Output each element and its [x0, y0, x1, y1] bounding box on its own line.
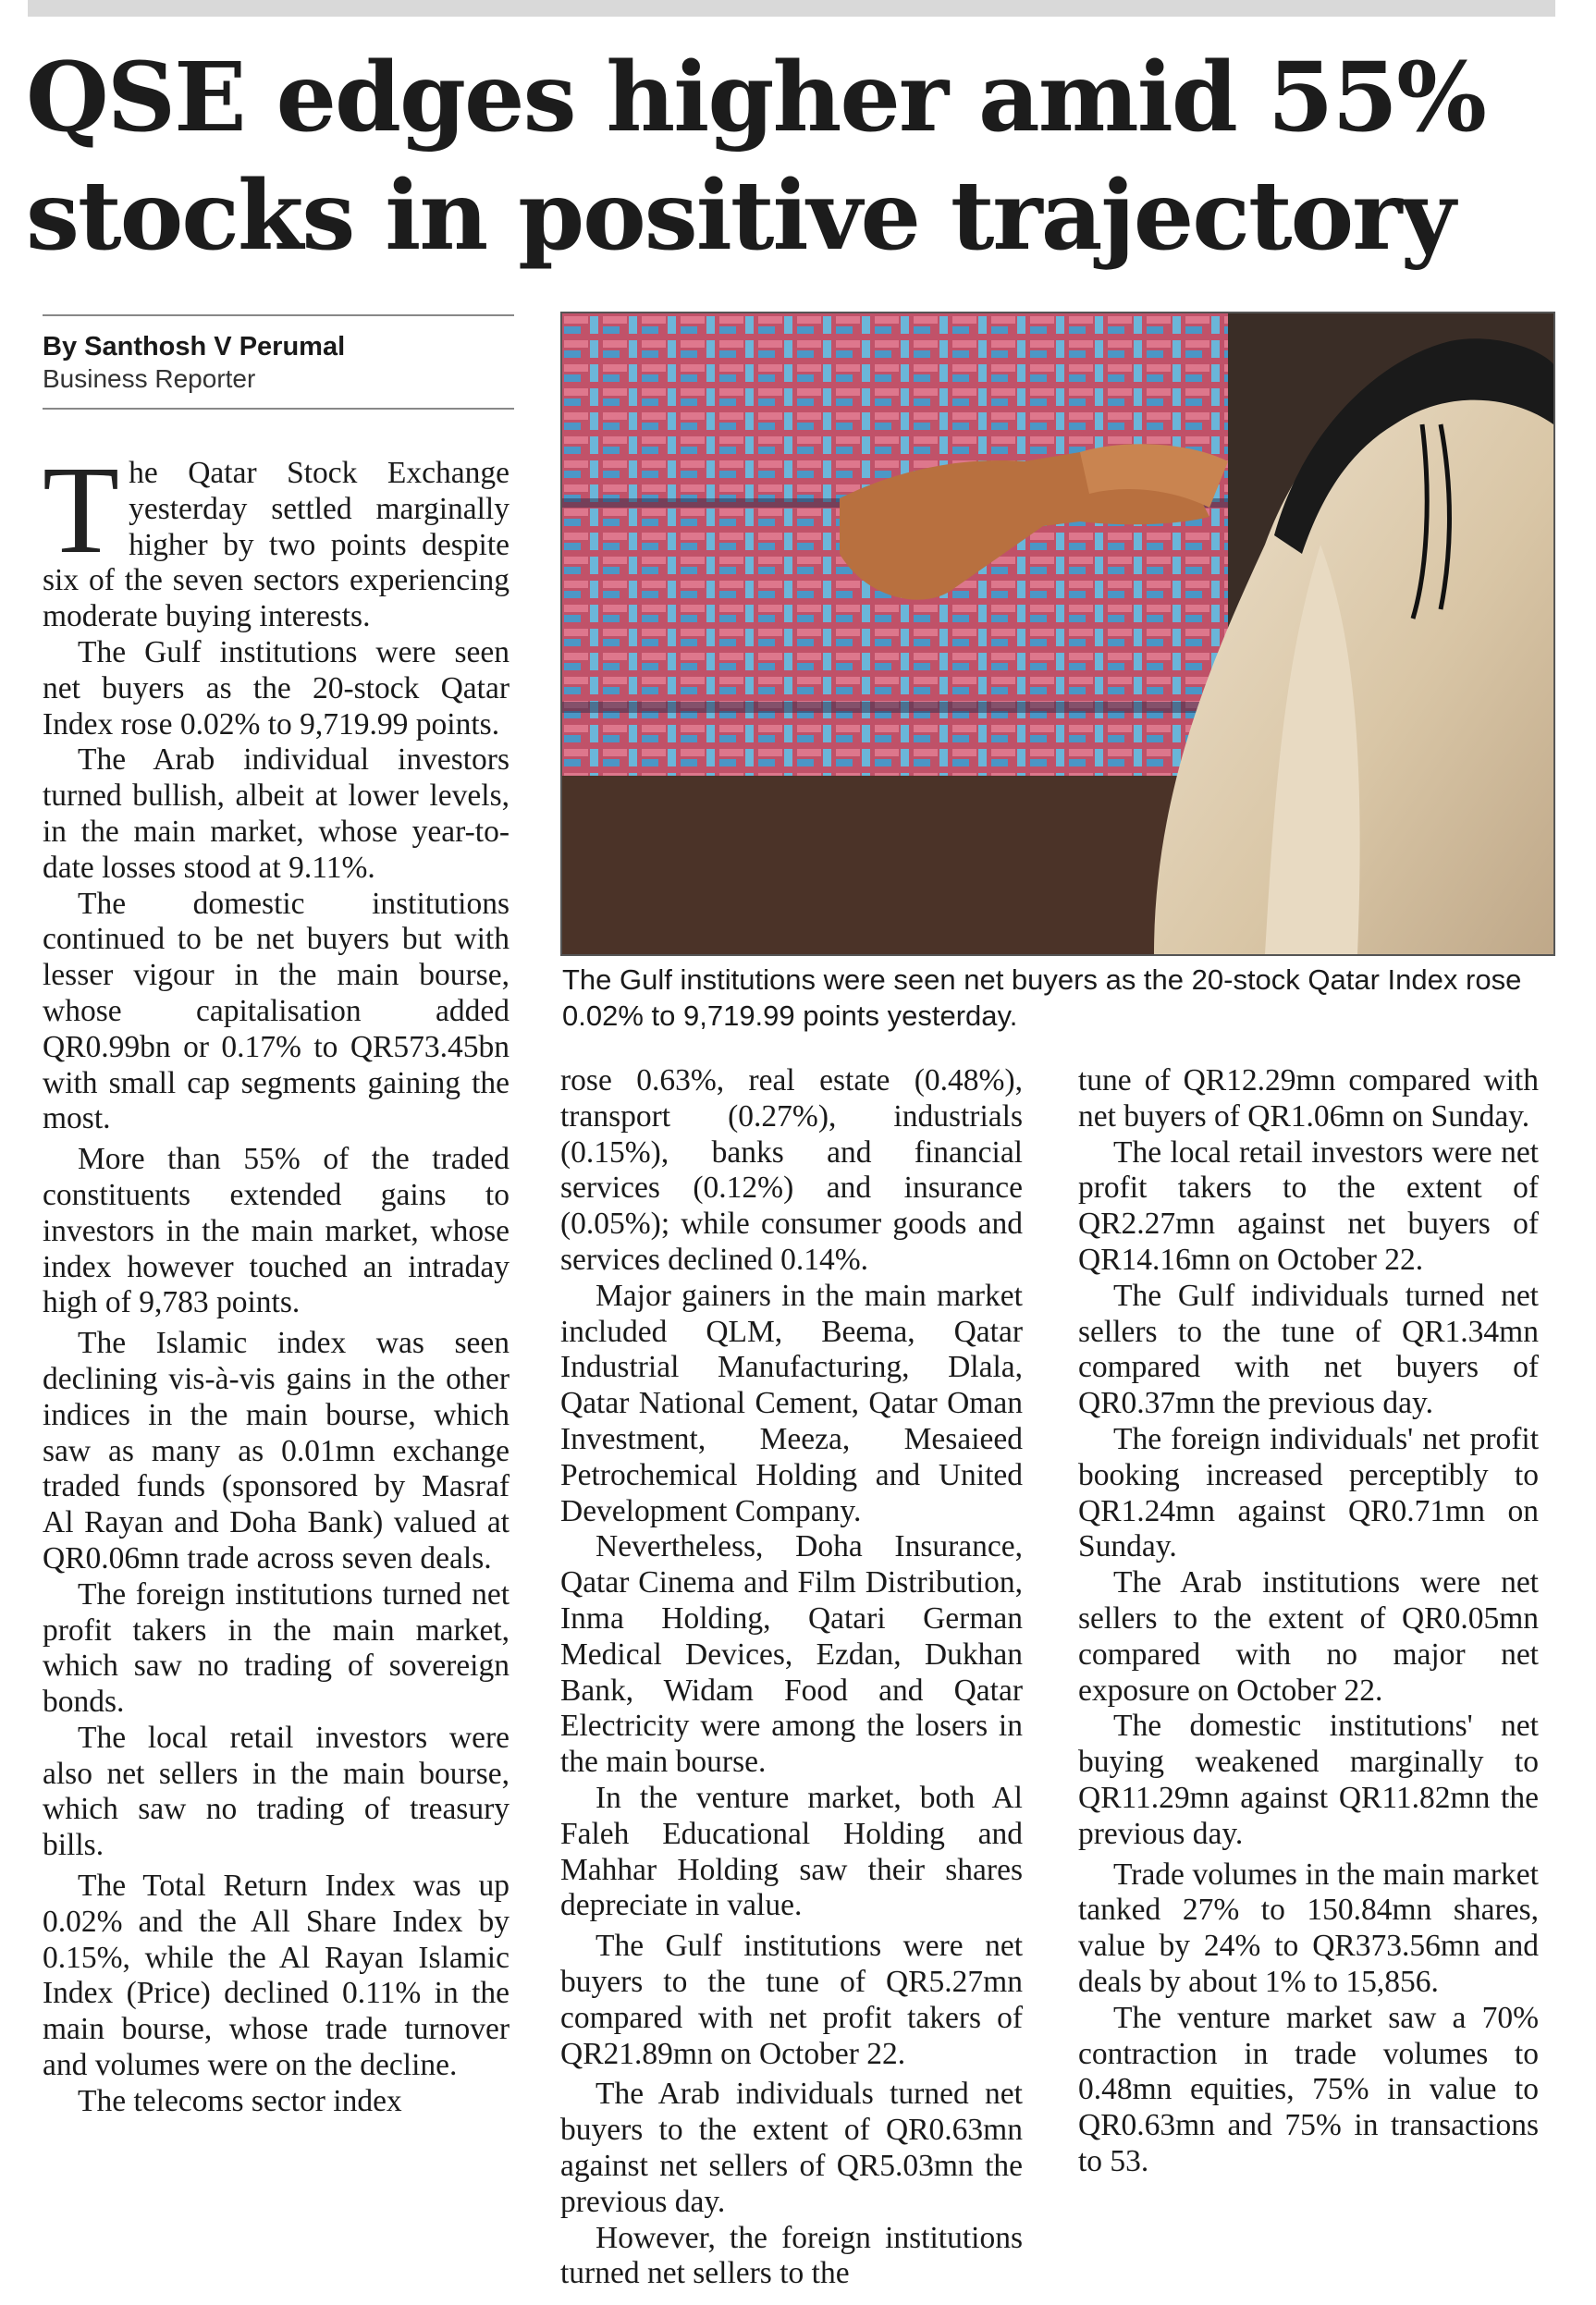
byline-role: Business Reporter [43, 364, 256, 393]
top-rule-bar [28, 0, 1555, 17]
article-column-2 [560, 1063, 1023, 2292]
paragraph: The Arab individuals turned net buyers to the extent of QR0.63mn against net sellers of QR5.03mn the previous day. [560, 2077, 1023, 2219]
paragraph: The venture market saw a 70% contraction in trade volumes to 0.48mn equities, 75% in value to QR0.63mn and 75% in transactions to 53. [1078, 2000, 1539, 2178]
headline: QSE edges higher amid 55% stocks in positive trajectory [26, 42, 1485, 272]
paragraph: Nevertheless, Doha Insurance, Qatar Cinema and Film Distribution, Inma Holding, Qatari German Medical Devices, Ezdan, Dukhan Bank, Widam Food and Qatar Electricity were among the losers in the main bourse. [560, 1529, 1023, 1780]
photo-caption: The Gulf institutions were seen net buyers as the 20-stock Qatar Index rose 0.02% to 9,719.99 points yesterday. [562, 963, 1522, 1032]
paragraph: The Total Return Index was up 0.02% and the All Share Index by 0.15%, while the Al Rayan Islamic Index (Price) declined 0.11% in the main bourse, whose trade turnover and volumes were on the decline. [43, 1869, 509, 2083]
paragraph: The telecoms sector index [78, 2083, 402, 2118]
paragraph: Major gainers in the main market included QLM, Beema, Qatar Industrial Manufacturing, Dlala, Qatar National Cement, Qatar Oman Investment, Meeza, Mesaieed Petrochemical Holding and United Development Company. [560, 1278, 1023, 1528]
byline-author: By Santhosh V Perumal [43, 332, 346, 362]
paragraph: Trade volumes in the main market tanked 27% to 150.84mn shares, value by 24% to QR373.56mn and deals by about 1% to 15,856. [1078, 1857, 1539, 1999]
article-column-1 [43, 441, 509, 2120]
paragraph: The local retail investors were net profit takers to the extent of QR2.27mn against net buyers of QR14.16mn on October 22. [1078, 1134, 1539, 1277]
paragraph: The foreign institutions turned net profit takers in the main market, which saw no trading of sovereign bonds. [43, 1576, 509, 1720]
paragraph [43, 441, 509, 635]
paragraph: The Arab individual investors turned bullish, albeit at lower levels, in the main market, whose year-to-date losses stood at 9.11%. [43, 742, 509, 885]
drop-cap: T [43, 441, 120, 580]
paragraph: The domestic institutions' net buying weakened marginally to QR11.29mn against QR11.82mn the previous day. [1078, 1709, 1539, 1851]
paragraph: The Islamic index was seen declining vis-à-vis gains in the other indices in the main bourse, which saw as many as 0.01mn exchange traded funds (sponsored by Masraf Al Rayan and Doha Bank) valued at QR0.06mn trade across seven deals. [43, 1326, 509, 1575]
paragraph: The local retail investors were also net sellers in the main bourse, which saw no trading of treasury bills. [43, 1720, 509, 1863]
paragraph: More than 55% of the traded constituents extended gains to investors in the main market, whose index however touched an intraday high of 9,783 points. [43, 1142, 509, 1320]
paragraph: However, the foreign institutions turned net sellers to the [560, 2220, 1023, 2291]
paragraph: In the venture market, both Al Faleh Educational Holding and Mahhar Holding saw their shares depreciate in value. [560, 1780, 1023, 1923]
paragraph-text: he Qatar Stock Exchange yesterday settled marginally higher by two points despite six of the seven sectors experiencing moderate buying interests. [43, 456, 509, 634]
paragraph: tune of QR12.29mn compared with net buyers of QR1.06mn on Sunday. [1078, 1063, 1539, 1134]
article-column-3 [1078, 1063, 1539, 2180]
article-photo [560, 312, 1555, 956]
paragraph: The Gulf institutions were net buyers to the tune of QR5.27mn compared with net profit takers of QR21.89mn on October 22. [560, 1929, 1023, 2071]
paragraph: The Gulf institutions were seen net buyers as the 20-stock Qatar Index rose 0.02% to 9,719.99 points. [43, 634, 509, 742]
paragraph: The Arab institutions were net sellers to the extent of QR0.05mn compared with no major net exposure on October 22. [1078, 1565, 1539, 1708]
paragraph: rose 0.63%, real estate (0.48%), transport (0.27%), industrials (0.15%), banks and financial services (0.12%) and insurance (0.05%); while consumer goods and services declined 0.14%. [560, 1063, 1023, 1277]
paragraph: The domestic institutions continued to be net buyers but with lesser vigour in the main bourse, whose capitalisation added QR0.99bn or 0.17% to QR573.45bn with small cap segments gaining the most. [43, 886, 509, 1136]
byline [43, 314, 514, 410]
trader-photo-illustration [562, 313, 1553, 954]
paragraph: The Gulf individuals turned net sellers to the tune of QR1.34mn compared with net buyers of QR0.37mn the previous day. [1078, 1278, 1539, 1421]
paragraph: The foreign individuals' net profit booking increased perceptibly to QR1.24mn against QR0.71mn on Sunday. [1078, 1421, 1539, 1564]
